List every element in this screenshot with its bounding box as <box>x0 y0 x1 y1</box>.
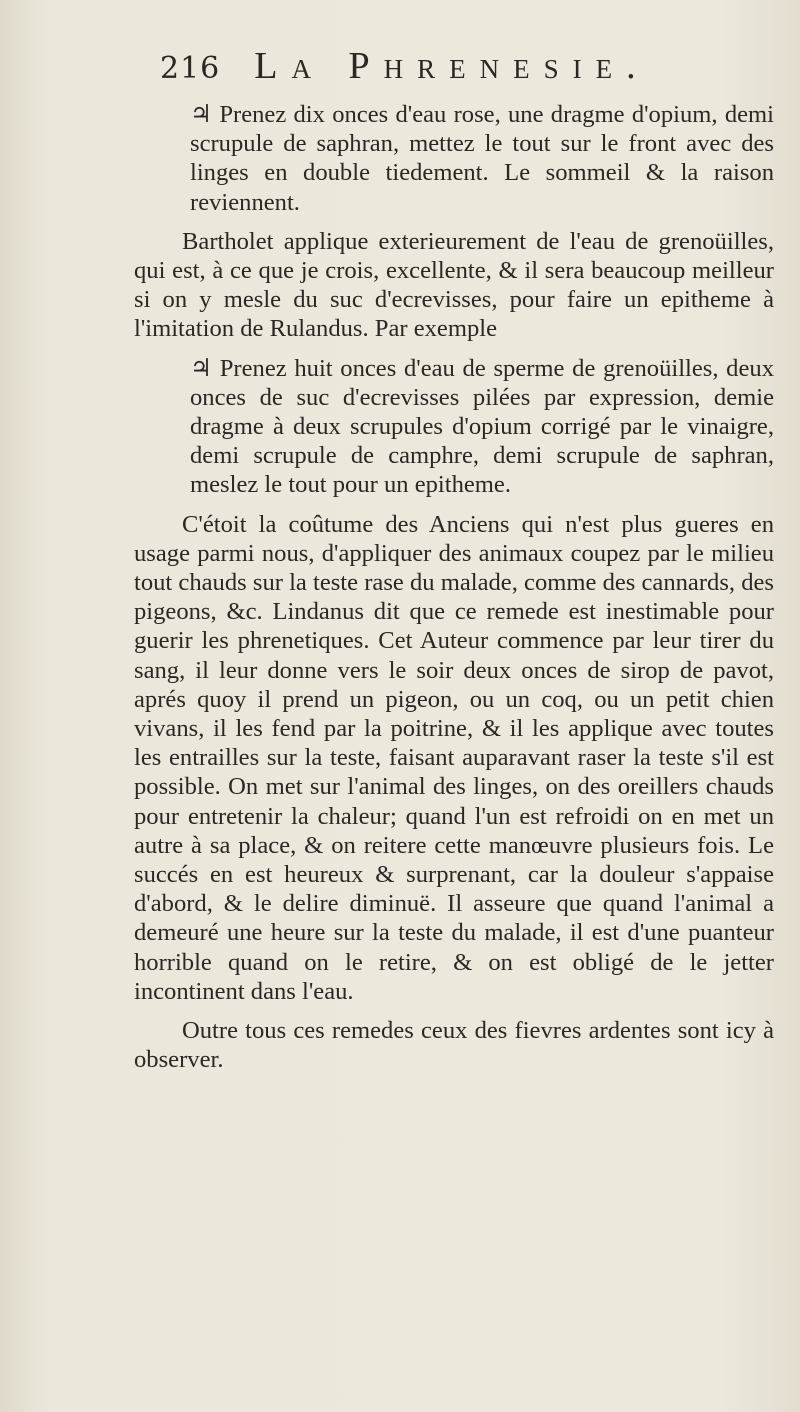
recipe-paragraph-2: ♃ Prenez huit onces d'eau de sperme de grenoüilles, deux onces de suc d'ecrevisses pilées par expression, demie dragme à deux scrupules d'opium corrigé par le vinaigre, demi scrupule de camphre, demi scrupule de saphran, meslez le tout pour un epitheme. <box>190 354 774 499</box>
paragraph-outre: Outre tous ces remedes ceux des fievres ardentes sont icy à observer. <box>134 1017 774 1074</box>
page-number: 216 <box>160 51 221 86</box>
running-title: La Phrenesie. <box>254 45 650 87</box>
paragraph-bartholet: Bartholet applique exterieurement de l'eau de grenoüilles, qui est, à ce que je crois, excellente, & il sera beaucoup meilleur si on y mesle du suc d'ecrevisses, pour faire un epitheme à l'imitation de Rulandus. Par exemple <box>134 227 774 343</box>
paragraph-anciens: C'étoit la coûtume des Anciens qui n'est plus gueres en usage parmi nous, d'appliquer des animaux coupez par le milieu tout chauds sur la teste rase du malade, comme des cannards, des pigeons, &c. Lindanus dit que ce remede est inestimable pour guerir les phrenetiques. Cet Auteur commence par leur tirer du sang, il leur donne vers le soir deux onces de sirop de pavot, aprés quoy il prend un pigeon, ou un coq, ou un petit chien vivans, il les fend par la poitrine, & il les applique avec toutes les entrailles sur la teste, faisant auparavant raser la teste s'il est possible. On met sur l'animal des linges, on des oreillers chauds pour entretenir la chaleur; quand l'un est refroidi on en met un autre à sa place, & on reitere cette manœuvre plusieurs fois. Le succés en est heureux & surprenant, car la douleur s'appaise d'abord, & le delire diminuë. Il asseure que quand l'animal a demeuré une heure sur la teste du malade, il est d'une puanteur horrible quand on le retire, & on est obligé de le jetter incontinent dans l'eau. <box>134 510 774 1005</box>
recipe-paragraph-1: ♃ Prenez dix onces d'eau rose, une dragme d'opium, demi scrupule de saphran, mettez le tout sur le front avec des linges en double tiedement. Le sommeil & la raison reviennent. <box>190 101 774 216</box>
body-text <box>134 100 774 1075</box>
page-header <box>160 44 760 94</box>
